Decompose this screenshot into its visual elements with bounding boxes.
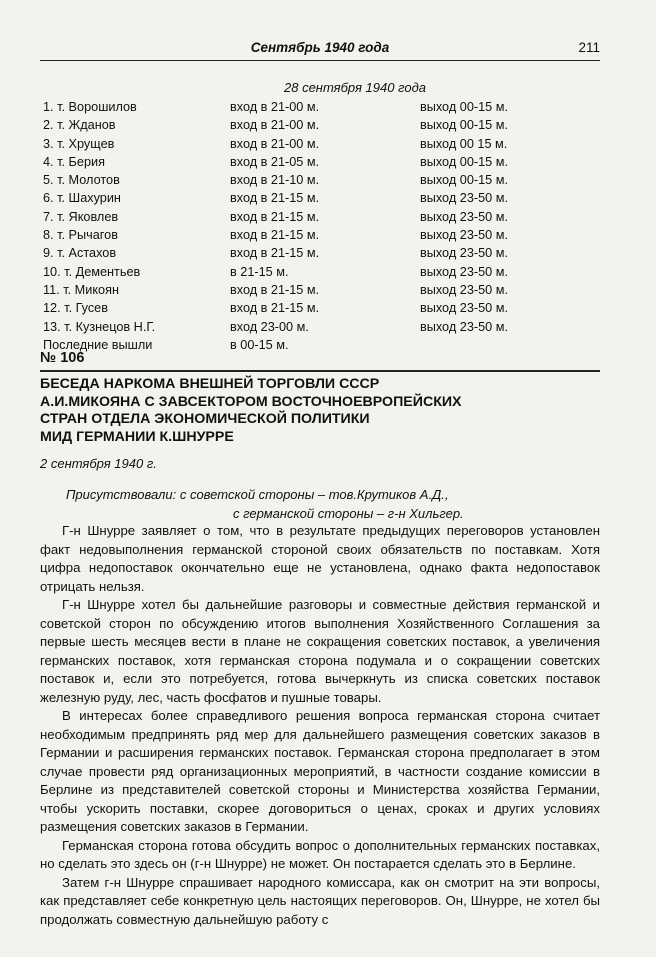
exit-time: выход 23-50 м. [420,228,508,243]
schedule-row [40,263,600,281]
entry-time: вход в 21-15 м. [230,301,320,316]
schedule-row [40,336,600,354]
visitor-name: 6. т. Шахурин [43,191,121,206]
page-number: 211 [578,40,600,55]
entry-time: вход в 21-05 м. [230,154,320,169]
visitor-name: 12. т. Гусев [43,301,108,316]
visitor-name: 3. т. Хрущев [43,136,115,151]
title-line: БЕСЕДА НАРКОМА ВНЕШНЕЙ ТОРГОВЛИ СССР [40,376,380,392]
visitor-schedule [40,78,600,354]
visitor-name: 7. т. Яковлев [43,209,119,224]
entry-time: вход в 21-15 м. [230,246,320,261]
visitor-name: 5. т. Молотов [43,173,120,188]
entry-time: вход в 21-10 м. [230,173,320,188]
schedule-row [40,171,600,189]
exit-time: выход 23-50 м. [420,319,508,334]
schedule-row [40,299,600,317]
entry-time: вход в 21-15 м. [230,282,320,297]
schedule-row [40,153,600,171]
schedule-row [40,189,600,207]
attendees-german: с германской стороны – г-н Хильгер. [233,505,464,521]
schedule-row [40,318,600,336]
paragraph: Г-н Шнурре заявляет о том, что в результате предыдущих переговоров установлен факт недовыполнения германской стороной своих обязательств по поставкам. Хотя цифра недопоставок окончательно еще не установлена, однако факта недопоставок отрицать нельзя. [40,523,600,594]
entry-time: вход в 21-00 м. [230,100,320,114]
paragraph: В интересах более справедливого решения вопроса германская сторона считает необходимым предпринять ряд мер для дальнейшего размещения советских заказов в Германии и расширения германских поставок. Германская сторона предполагает в этом случае провести ряд организационных мероприятий, в частности создание комиссии в Берлине из представителей советской стороны и Министерства хозяйства Германии, чтобы ускорить поставки, скорее договориться о ценах, сроках и других условиях размещения советских заказов в Германии. [40,708,600,834]
visitor-name: 2. т. Жданов [43,118,116,133]
running-header [40,38,600,58]
attendees [66,486,596,523]
body-text [40,522,600,929]
exit-time: выход 00-15 м. [420,118,508,133]
entry-time: в 21-15 м. [230,264,289,279]
visitor-name: 10. т. Дементьев [43,264,141,279]
exit-time: выход 23-50 м. [420,282,508,297]
visitor-name: 4. т. Берия [43,154,105,169]
visitor-name: 9. т. Астахов [43,246,117,261]
visitor-name: 8. т. Рычагов [43,228,118,243]
paragraph: Г-н Шнурре хотел бы дальнейшие разговоры и совместные действия германской и советской сторон по обсуждению итогов выполнения Хозяйственного Соглашения за первые шесть месяцев вести в плане не сокращения советских поставок, а увеличения германских поставок, хотя германская сторона подумала и о сокращении советских поставок и, если это потребуется, готова вычеркнуть из списка советских поставок железную руду, лес, часть фосфатов и пушные товары. [40,597,600,705]
visitor-name: 11. т. Микоян [43,282,119,297]
entry-time: вход в 21-15 м. [230,191,320,206]
attendees-soviet: Присутствовали: с советской стороны – тов.Крутиков А.Д., [66,487,449,502]
title-line: МИД ГЕРМАНИИ К.ШНУРРЕ [40,428,234,445]
entry-time: в 00-15 м. [230,337,289,352]
document-number-rule [40,370,600,372]
entry-time: вход 23-00 м. [230,319,309,334]
entry-time: вход в 21-15 м. [230,209,320,224]
document-number: № 106 [40,350,85,366]
exit-time: выход 23-50 м. [420,209,508,224]
running-title: Сентябрь 1940 года [250,40,390,55]
exit-time: выход 23-50 м. [420,246,508,261]
schedule-date: 28 сентября 1940 года [284,80,426,95]
schedule-row [40,135,600,153]
schedule-row [40,244,600,262]
exit-time: выход 23-50 м. [420,191,508,206]
visitor-name: Последние вышли [43,337,153,352]
paragraph: Германская сторона готова обсудить вопрос о дополнительных германских поставках, но сделать это здесь он (г-н Шнурре) не может. Он постарается сделать это в Берлине. [40,837,600,871]
title-line: А.И.МИКОЯНА С ЗАВСЕКТОРОМ ВОСТОЧНОЕВРОПЕЙСКИХ [40,393,462,410]
visitor-name: 13. т. Кузнецов Н.Г. [43,319,156,334]
schedule-row [40,226,600,244]
exit-time: выход 00 15 м. [420,136,508,151]
exit-time: выход 00-15 м. [420,100,508,114]
exit-time: выход 23-50 м. [420,264,508,279]
entry-time: вход в 21-00 м. [230,136,320,151]
exit-time: выход 00-15 м. [420,154,508,169]
paragraph: Затем г-н Шнурре спрашивает народного комиссара, как он смотрит на эти вопросы, как представляет себе конкретную цель настоящих переговоров. Он, Шнурре, не хотел бы продолжать совместную дальнейшую работу с [40,874,600,927]
title-line: СТРАН ОТДЕЛА ЭКОНОМИЧЕСКОЙ ПОЛИТИКИ [40,411,370,427]
exit-time: выход 23-50 м. [420,301,508,316]
visitor-name: 1. т. Ворошилов [43,100,137,114]
schedule-row [40,98,600,116]
schedule-row [40,281,600,299]
entry-time: вход в 21-15 м. [230,228,320,243]
exit-time: выход 00-15 м. [420,173,508,188]
schedule-row [40,116,600,134]
document-date: 2 сентября 1940 г. [40,456,157,471]
header-rule [40,60,600,61]
schedule-row [40,208,600,226]
document-title [40,376,600,446]
entry-time: вход в 21-00 м. [230,118,320,133]
